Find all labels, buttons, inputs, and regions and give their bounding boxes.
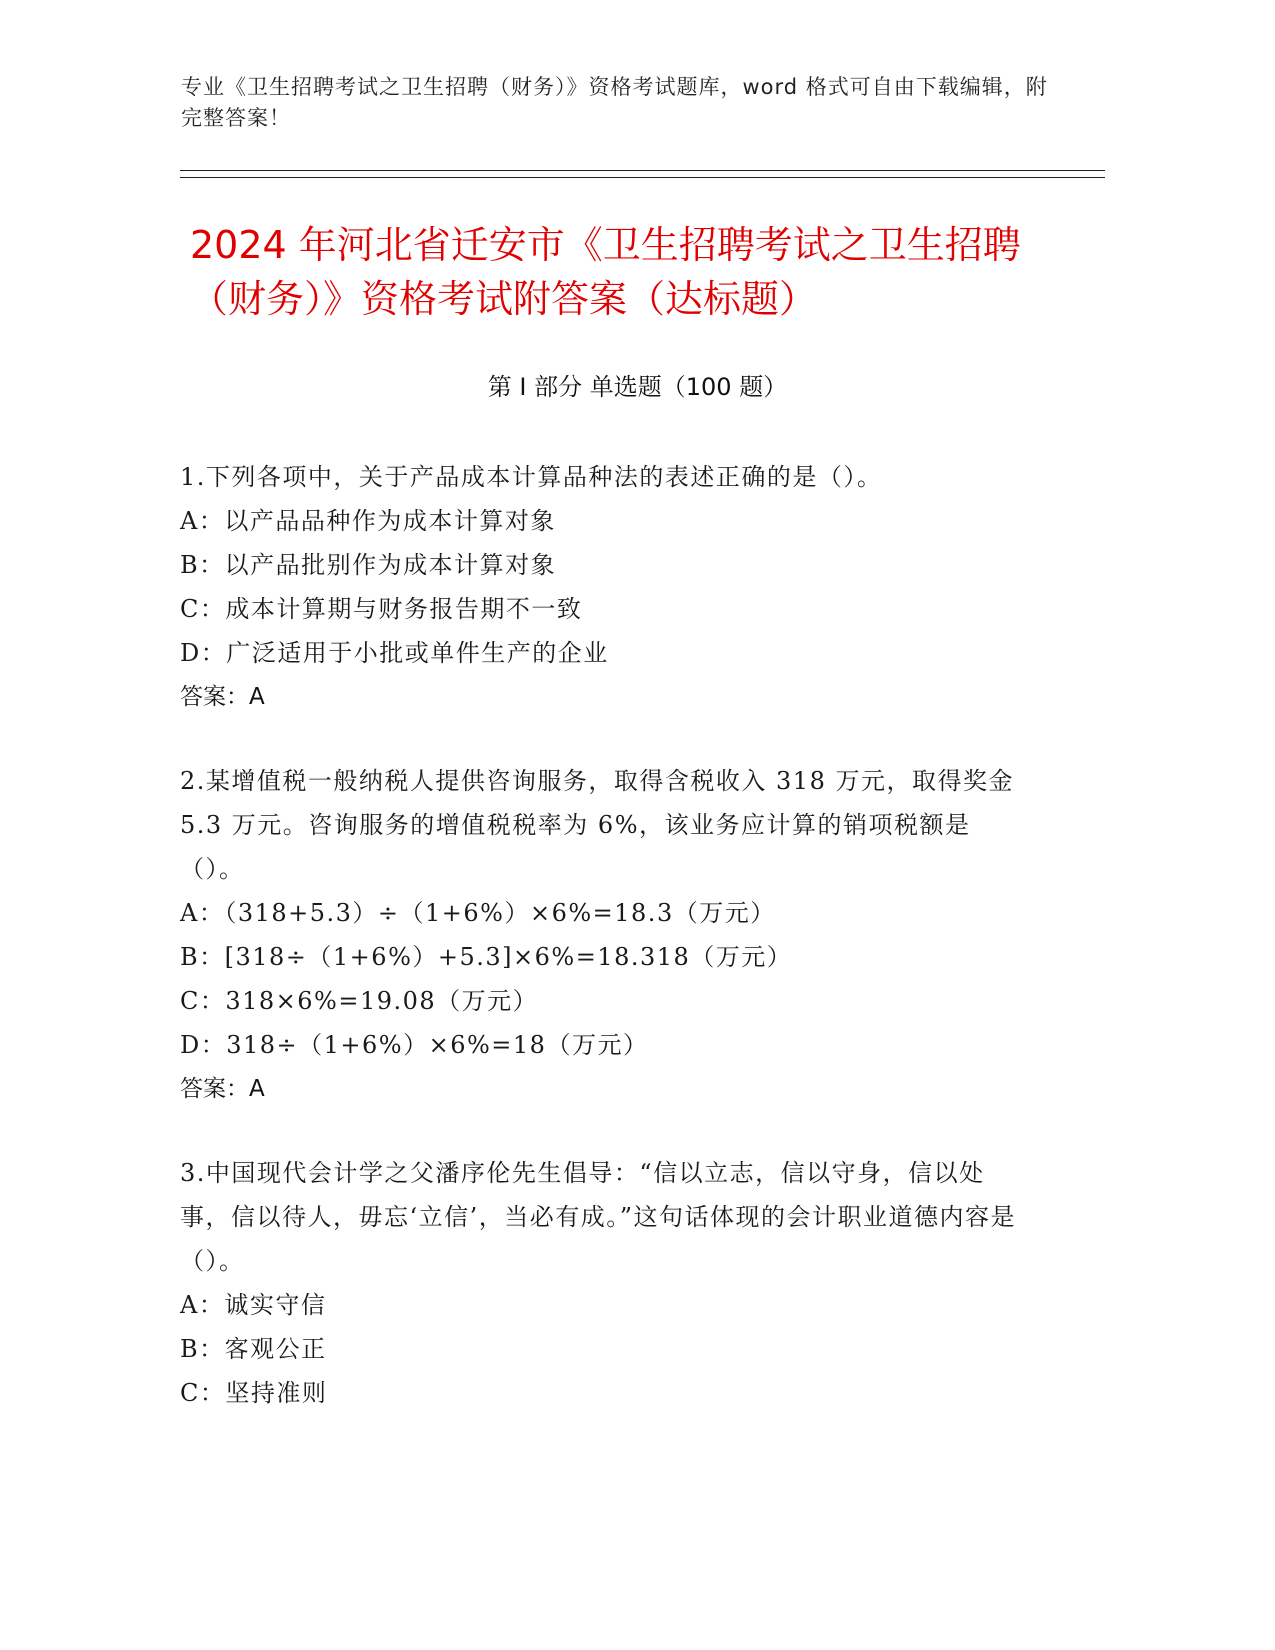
header-rule-thin-second: [180, 177, 1105, 178]
question-1: [180, 455, 1030, 719]
question-stem: 1.下列各项中，关于产品成本计算品种法的表述正确的是（）。: [180, 463, 883, 491]
option-b: B：以产品批别作为成本计算对象: [180, 551, 557, 579]
section-title: 第 I 部分 单选题（100 题）: [487, 373, 788, 401]
question-stem: 2.某增值税一般纳税人提供咨询服务，取得含税收入 318 万元，取得奖金 5.3 万元。咨询服务的增值税税率为 6%，该业务应计算的销项税额是（）。: [180, 767, 1014, 883]
document-title: 2024 年河北省迁安市《卫生招聘考试之卫生招聘（财务）》资格考试附答案（达标题）: [190, 223, 1021, 321]
option-b: B：[318÷（1+6%）+5.3]×6%=18.318（万元）: [180, 943, 793, 971]
header-rule-thin: [180, 170, 1105, 171]
option-a: A：以产品品种作为成本计算对象: [180, 507, 556, 535]
question-list: [180, 455, 1030, 1455]
question-3: [180, 1151, 1030, 1415]
option-a: A：（318+5.3）÷（1+6%）×6%=18.3（万元）: [180, 899, 776, 927]
answer: 答案：A: [180, 1076, 265, 1102]
option-d: D：广泛适用于小批或单件生产的企业: [180, 639, 609, 667]
option-c: C：成本计算期与财务报告期不一致: [180, 595, 583, 623]
answer: 答案：A: [180, 684, 265, 710]
header-note: 专业《卫生招聘考试之卫生招聘（财务）》资格考试题库，word 格式可自由下载编辑，附完整答案！: [181, 75, 1048, 130]
option-c: C：318×6%=19.08（万元）: [180, 987, 539, 1015]
option-c: C：坚持准则: [180, 1379, 328, 1407]
option-b: B：客观公正: [180, 1335, 327, 1363]
option-d: D：318÷（1+6%）×6%=18（万元）: [180, 1031, 649, 1059]
option-a: A：诚实守信: [180, 1291, 327, 1319]
question-2: [180, 759, 1030, 1111]
question-stem: 3.中国现代会计学之父潘序伦先生倡导：“信以立志，信以守身，信以处事，信以待人，毋忘‘立信’，当必有成。”这句话体现的会计职业道德内容是（）。: [180, 1159, 1017, 1275]
